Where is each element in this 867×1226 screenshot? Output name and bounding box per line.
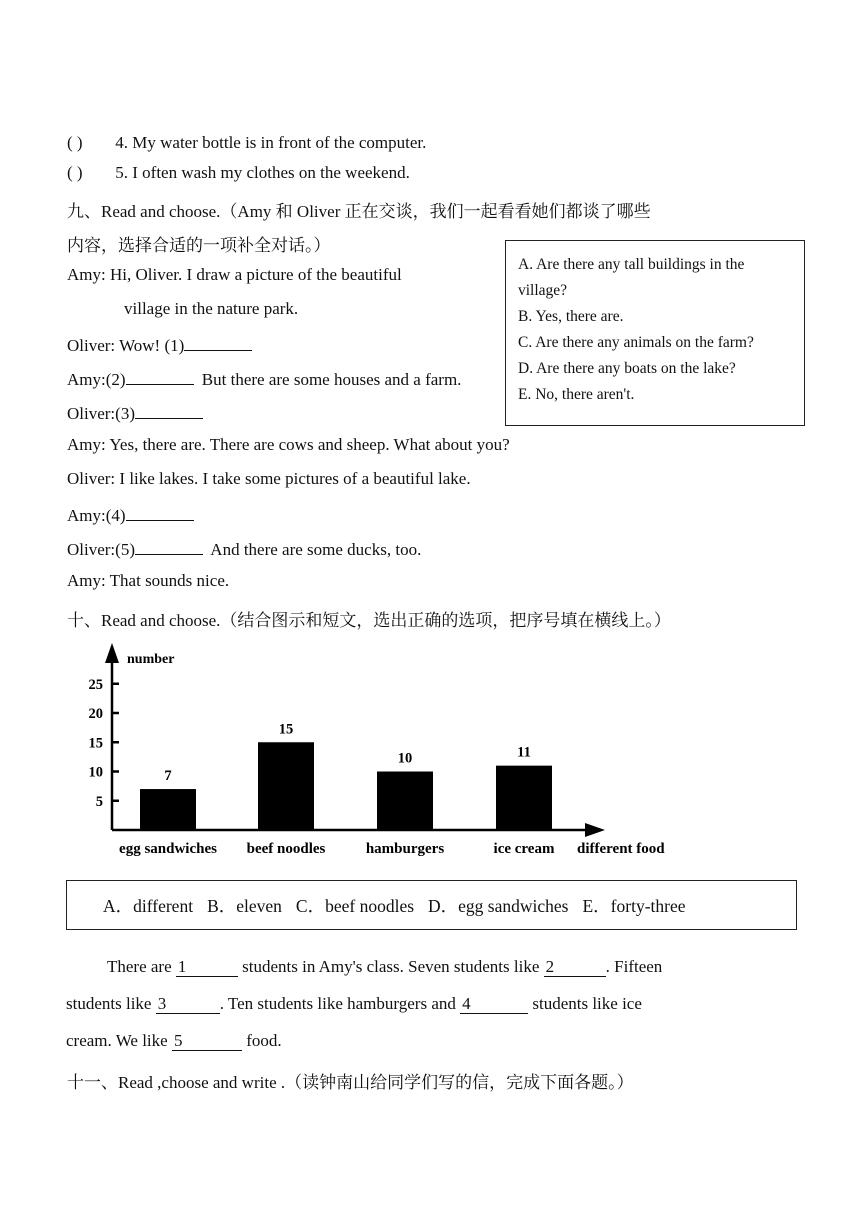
- tf-item-5: [67, 163, 410, 183]
- dialogue-line-4: [67, 367, 461, 390]
- answer-paren[interactable]: ( ): [67, 133, 83, 152]
- option-a-cont: village?: [518, 282, 568, 299]
- para-text: . Fifteen: [605, 957, 663, 976]
- dialogue-line-1: Amy: Hi, Oliver. I draw a picture of the beautiful: [67, 265, 402, 284]
- tf-item-4: [67, 133, 426, 153]
- category-label-egg-sandwiches: egg sandwiches: [119, 841, 217, 857]
- speaker-text: Oliver:(5): [67, 540, 135, 559]
- section10-heading: 十、Read and choose.（结合图示和短文，选出正确的选项，把序号填在横线上。）: [67, 611, 671, 630]
- para-blank-5[interactable]: 5: [172, 1032, 242, 1051]
- dialogue-line-10: Amy: That sounds nice.: [67, 571, 230, 590]
- dialogue-text: But there are some houses and a farm.: [201, 370, 462, 389]
- bar-chart: [70, 635, 710, 865]
- answer-paren[interactable]: ( ): [67, 163, 83, 182]
- option-c: C. Are there any animals on the farm?: [518, 334, 754, 351]
- y-tick-label-20: 20: [88, 706, 103, 722]
- para-text: students in Amy's class. Seven students like: [242, 957, 540, 976]
- dialogue-text: And there are some ducks, too.: [210, 540, 422, 559]
- option-a: A. Are there any tall buildings in the: [518, 256, 745, 273]
- section9-heading: 九、Read and choose.（Amy 和 Oliver 正在交谈，我们一起看看她们都谈了哪些: [67, 202, 651, 221]
- bar-hamburgers: [377, 772, 433, 831]
- para-text: students like: [66, 994, 152, 1013]
- para-blank-2[interactable]: 2: [544, 958, 606, 977]
- data-label-hamburgers: 10: [397, 750, 413, 767]
- tf-text: 5. I often wash my clothes on the weekend.: [115, 163, 410, 182]
- option-e: E. No, there aren't.: [518, 386, 635, 403]
- answer-blank-4[interactable]: [126, 503, 194, 521]
- speaker-text: Oliver: Wow! (1): [67, 336, 185, 355]
- para-blank-3[interactable]: 3: [156, 995, 220, 1014]
- y-tick-label-25: 25: [88, 676, 103, 693]
- para-blank-1[interactable]: 1: [176, 958, 238, 977]
- bar-beef-noodles: [258, 742, 314, 830]
- option-d: D. Are there any boats on the lake?: [518, 360, 736, 377]
- y-tick-label-15: 15: [88, 735, 103, 752]
- dialogue-line-8: [67, 503, 194, 526]
- dialogue-line-5: [67, 401, 203, 424]
- para-line-3: [66, 1031, 282, 1051]
- dialogue-line-3: [67, 333, 252, 356]
- category-label-hamburgers: hamburgers: [365, 841, 445, 857]
- para-line-2: [66, 994, 642, 1014]
- answer-blank-5[interactable]: [135, 537, 203, 555]
- answer-blank-2[interactable]: [126, 367, 194, 385]
- choice-e: E．forty-three: [582, 895, 686, 916]
- dialogue-line-7: Oliver: I like lakes. I take some pictures of a beautiful lake.: [67, 469, 471, 488]
- choice-d: D．egg sandwiches: [428, 895, 569, 916]
- tf-text: 4. My water bottle is in front of the computer.: [115, 133, 427, 152]
- section11-heading: 十一、Read ,choose and write .（读钟南山给同学们写的信，完成下面各题。）: [67, 1073, 634, 1092]
- choice-a: A．different: [103, 895, 194, 916]
- data-label-egg-sandwiches: 7: [164, 768, 172, 785]
- choice-c: C．beef noodles: [295, 895, 415, 916]
- para-text: food.: [246, 1031, 282, 1050]
- option-b: B. Yes, there are.: [518, 308, 624, 325]
- dialogue-line-6: Amy: Yes, there are. There are cows and sheep. What about you?: [67, 435, 510, 454]
- y-tick-label-10: 10: [88, 764, 103, 781]
- speaker-text: Amy:(2): [67, 370, 126, 389]
- bar-egg-sandwiches: [140, 789, 196, 830]
- para-line-1: [107, 957, 662, 977]
- dialogue-line-2: village in the nature park.: [124, 299, 299, 318]
- speaker-text: Amy:(4): [67, 506, 126, 525]
- category-label-ice-cream: ice cream: [493, 841, 555, 857]
- bar-ice-cream: [496, 766, 552, 830]
- y-tick-label-5: 5: [95, 793, 103, 810]
- choices-box: [66, 880, 797, 930]
- options-box: [505, 240, 805, 426]
- y-axis-label: number: [127, 652, 175, 667]
- answer-blank-3[interactable]: [135, 401, 203, 419]
- para-text: students like ice: [532, 994, 642, 1013]
- chart-bars: [119, 721, 555, 857]
- data-label-ice-cream: 11: [517, 744, 531, 761]
- choice-b: B．eleven: [207, 895, 282, 916]
- category-label-beef-noodles: beef noodles: [246, 841, 326, 857]
- x-axis-label: different food: [577, 841, 665, 857]
- y-axis-arrow: [105, 643, 119, 663]
- para-text: There are: [107, 957, 172, 976]
- para-text: . Ten students like hamburgers and: [219, 994, 456, 1013]
- dialogue-line-9: [67, 537, 421, 560]
- x-axis-arrow: [585, 823, 605, 837]
- section9-heading-cont: 内容，选择合适的一项补全对话。）: [67, 236, 331, 255]
- speaker-text: Oliver:(3): [67, 404, 135, 423]
- answer-blank-1[interactable]: [184, 333, 252, 351]
- data-label-beef-noodles: 15: [278, 721, 294, 738]
- para-blank-4[interactable]: 4: [460, 995, 528, 1014]
- para-text: cream. We like: [66, 1031, 168, 1050]
